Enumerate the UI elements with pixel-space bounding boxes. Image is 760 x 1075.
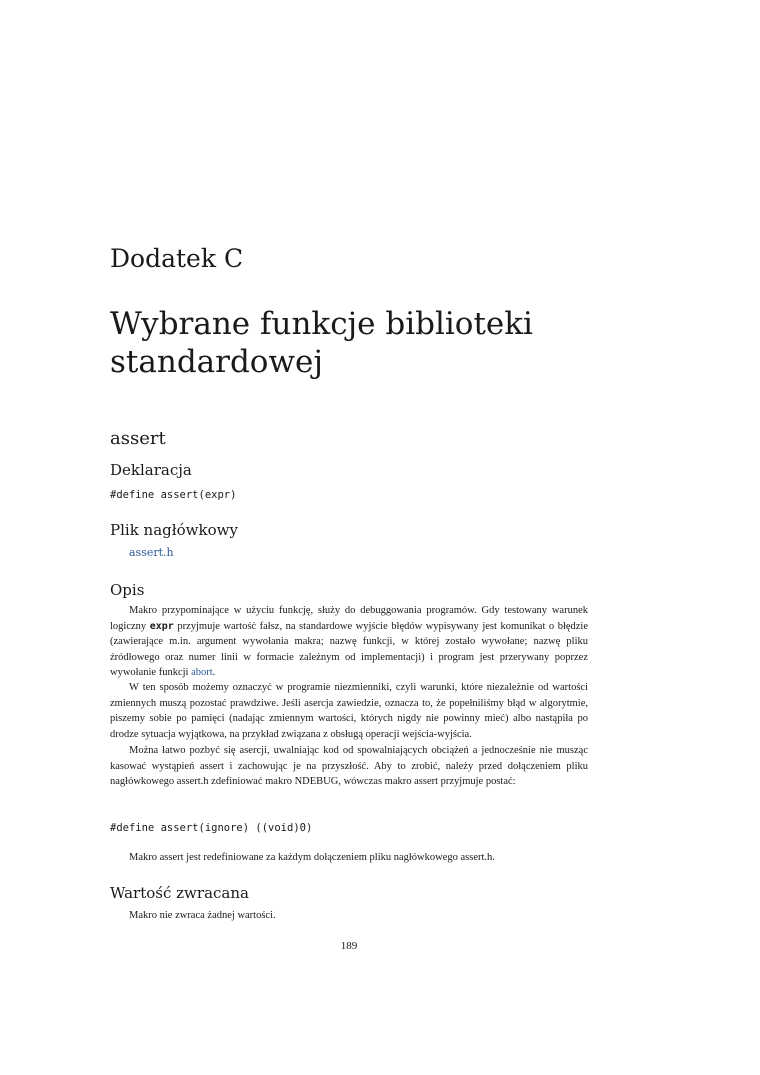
declaration-heading: Deklaracja	[110, 461, 192, 479]
chapter-label: Dodatek C	[110, 244, 244, 273]
function-name-heading: assert	[110, 428, 166, 449]
description-paragraph-4: Makro assert jest redefiniowane za każdym dołączeniem pliku nagłówkowego assert.h.	[129, 852, 495, 863]
inline-code-expr: expr	[149, 620, 174, 632]
header-file-link[interactable]: assert.h	[129, 546, 174, 559]
description-paragraph-1: Makro przypominające w użyciu funkcję, służy do debuggowania programów. Gdy testowany warunek logiczny expr przyjmuje wartość fałsz, na standardowe wyjście błędów wypisywany jest komunikat o błędzie (zawierające m.in. argument wywołania makra; nazwę funkcji, w której zostało wywołane; nazwę pliku źródłowego oraz numer linii w formacie zależnym od implementacji) i program jest przerywany poprzez wywołanie funkcji abort.	[110, 605, 589, 679]
description-paragraph-3: Można łatwo pozbyć się asercji, uwalniając kod od spowalniających obciążeń a jednocześnie nie musząc kasować wystąpień assert i zachowując je na przyszłość. Aby to zrobić, należy przed dołączeniem pliku nagłówkowego assert.h zdefiniować makro NDEBUG, wówczas makro assert przyjmuje postać:	[110, 745, 588, 788]
header-file-heading: Plik nagłówkowy	[110, 521, 238, 539]
page-number: 189	[340, 940, 358, 952]
declaration-code: #define assert(expr)	[110, 489, 237, 501]
abort-link[interactable]: abort	[191, 667, 213, 679]
chapter-title: Wybrane funkcje biblioteki standardowej	[110, 306, 533, 380]
description-heading: Opis	[110, 581, 145, 599]
ndebug-code: #define assert(ignore) ((void)0)	[110, 822, 313, 834]
return-value-text: Makro nie zwraca żadnej wartości.	[129, 910, 276, 921]
description-paragraph-2: W ten sposób możemy oznaczyć w programie niezmienniki, czyli warunki, które niezależnie od wartości zmiennych muszą pozostać prawdziwe. Jeśli asercja zawiedzie, oznacza to, że popełniliśmy błąd w algorytmie, piszemy sobie po pamięci (nadając zmiennym wartości, których nigdy nie powinny mieć) albo nastąpiła po drodze sytuacja wyjątkowa, na przykład związana z obsługą operacji wejścia-wyjścia.	[110, 682, 588, 740]
return-value-heading: Wartość zwracana	[110, 884, 249, 902]
